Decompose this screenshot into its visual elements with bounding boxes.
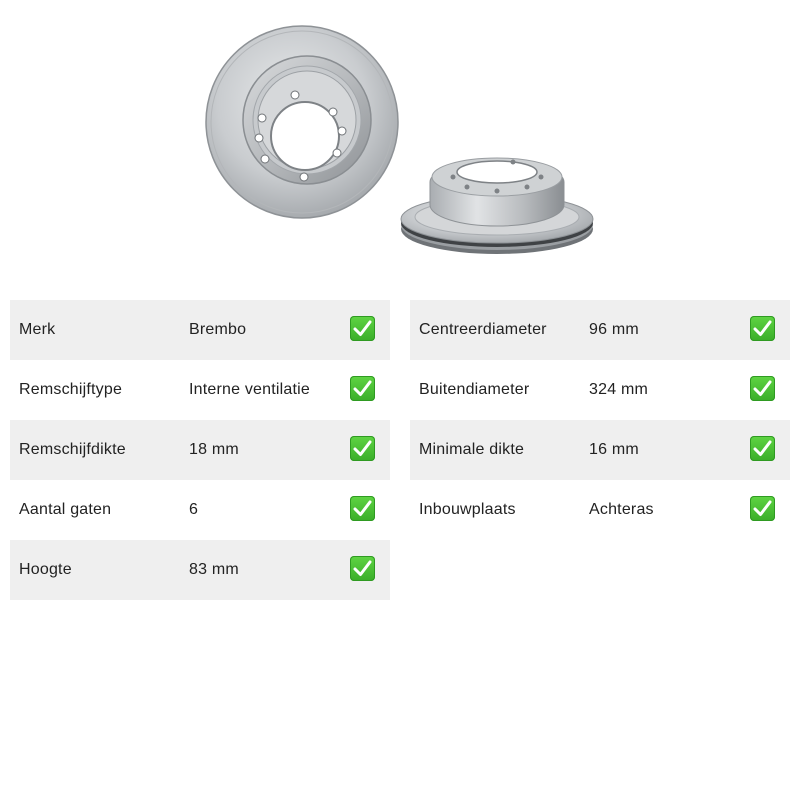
brake-disc-front-view [206, 26, 398, 218]
spec-value: 96 mm [589, 321, 639, 338]
spec-label: Merk [19, 321, 56, 338]
spec-row-aantal-gaten [10, 480, 390, 540]
spec-row-remschijfdikte [10, 420, 390, 480]
spec-label: Aantal gaten [19, 501, 112, 518]
spec-label: Centreerdiameter [419, 321, 547, 338]
check-mark-icon [350, 496, 375, 521]
spec-row-merk [10, 300, 390, 360]
check-mark-icon [350, 316, 375, 341]
spec-label: Minimale dikte [419, 441, 525, 458]
spec-label: Inbouwplaats [419, 501, 516, 518]
spec-value: 16 mm [589, 441, 639, 458]
spec-label: Hoogte [19, 561, 72, 578]
spec-row-minimale-dikte [410, 420, 790, 480]
spec-row-hoogte [10, 540, 390, 600]
spec-row-buitendiameter [410, 360, 790, 420]
spec-value: Achteras [589, 501, 654, 518]
spec-value: Brembo [189, 321, 247, 338]
check-mark-icon [350, 376, 375, 401]
spec-row-remschijftype [10, 360, 390, 420]
spec-row-centreerdiameter [410, 300, 790, 360]
check-mark-icon [350, 556, 375, 581]
spec-row-inbouwplaats [410, 480, 790, 540]
spec-value: 6 [189, 501, 199, 518]
spec-value: 324 mm [589, 381, 648, 398]
spec-label: Remschijftype [19, 381, 123, 398]
spec-value: 18 mm [189, 441, 239, 458]
brake-disc-side-view [401, 158, 593, 254]
check-mark-icon [750, 436, 775, 461]
spec-label: Remschijfdikte [19, 441, 126, 458]
spec-label: Buitendiameter [419, 381, 530, 398]
spec-value: Interne ventilatie [189, 381, 311, 398]
spec-value: 83 mm [189, 561, 239, 578]
spec-table-left [10, 300, 390, 600]
spec-table-right [410, 300, 790, 540]
check-mark-icon [750, 496, 775, 521]
check-mark-icon [350, 436, 375, 461]
check-mark-icon [750, 376, 775, 401]
product-image-brake-discs [195, 20, 605, 265]
check-mark-icon [750, 316, 775, 341]
